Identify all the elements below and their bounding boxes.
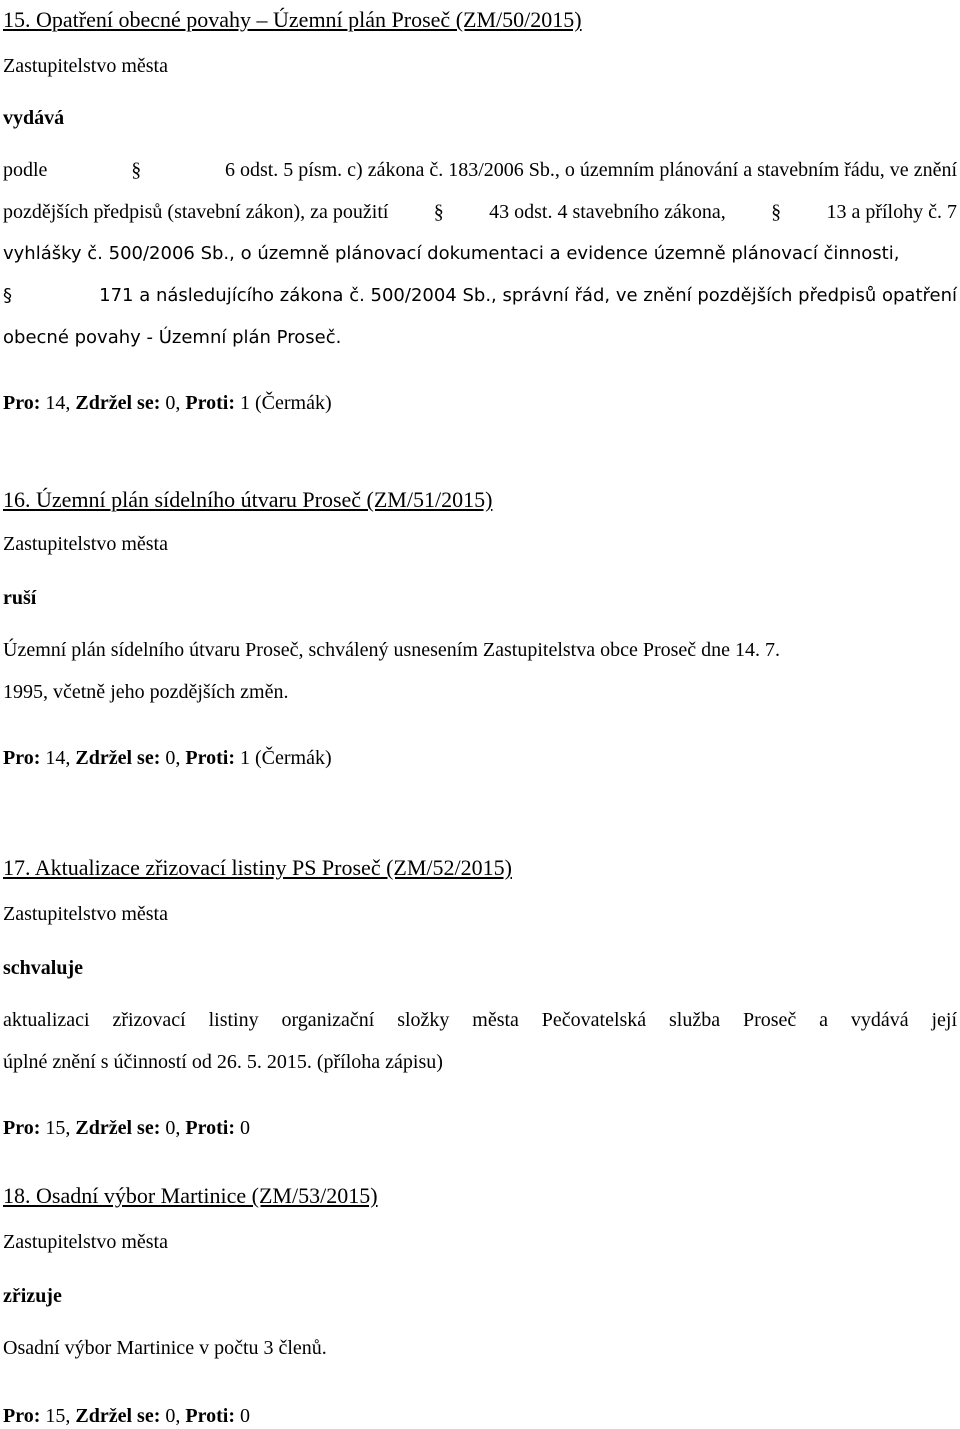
vote-result: Pro: 15, Zdržel se: 0, Proti: 0	[3, 1405, 250, 1427]
text-line: 1995, včetně jeho pozdějších změn.	[3, 681, 289, 703]
council-label: Zastupitelstvo města	[3, 903, 168, 925]
text-line: podle § 6 odst. 5 písm. c) zákona č. 183/2006 Sb., o územním plánování a stavebním řádu, ve znění	[3, 159, 957, 181]
resolution-verb: ruší	[3, 587, 37, 609]
resolution-heading: 15. Opatření obecné povahy – Územní plán Proseč (ZM/50/2015)	[3, 7, 582, 32]
text-line: pozdějších předpisů (stavební zákon), za použití § 43 odst. 4 stavebního zákona, § 13 a přílohy č. 7	[3, 201, 957, 223]
council-label: Zastupitelstvo města	[3, 533, 168, 555]
vote-result: Pro: 14, Zdržel se: 0, Proti: 1 (Čermák)	[3, 747, 332, 769]
resolution-heading: 17. Aktualizace zřizovací listiny PS Proseč (ZM/52/2015)	[3, 855, 512, 880]
resolution-verb: schvaluje	[3, 957, 83, 979]
resolution-verb: vydává	[3, 107, 65, 129]
council-label: Zastupitelstvo města	[3, 55, 168, 77]
resolution-heading: 16. Územní plán sídelního útvaru Proseč (ZM/51/2015)	[3, 487, 493, 512]
text-line: obecné povahy - Územní plán Proseč.	[3, 327, 342, 348]
text-line: Osadní výbor Martinice v počtu 3 členů.	[3, 1337, 327, 1359]
vote-result: Pro: 14, Zdržel se: 0, Proti: 1 (Čermák)	[3, 392, 332, 414]
text-line: vyhlášky č. 500/2006 Sb., o územně plánovací dokumentaci a evidence územně plánovací činnosti,	[3, 243, 900, 264]
council-label: Zastupitelstvo města	[3, 1231, 168, 1253]
text-line: aktualizaci zřizovací listiny organizační složky města Pečovatelská služba Proseč a vydává její	[3, 1009, 957, 1031]
text-line: Územní plán sídelního útvaru Proseč, schválený usnesením Zastupitelstva obce Proseč dne 14. 7.	[3, 639, 781, 661]
text-line: úplné znění s účinností od 26. 5. 2015. (příloha zápisu)	[3, 1051, 443, 1073]
resolution-verb: zřizuje	[3, 1285, 62, 1307]
vote-result: Pro: 15, Zdržel se: 0, Proti: 0	[3, 1117, 250, 1139]
resolution-heading: 18. Osadní výbor Martinice (ZM/53/2015)	[3, 1183, 378, 1208]
text-line: § 171 a následujícího zákona č. 500/2004 Sb., správní řád, ve znění pozdějších předpisů opatření	[3, 285, 957, 306]
